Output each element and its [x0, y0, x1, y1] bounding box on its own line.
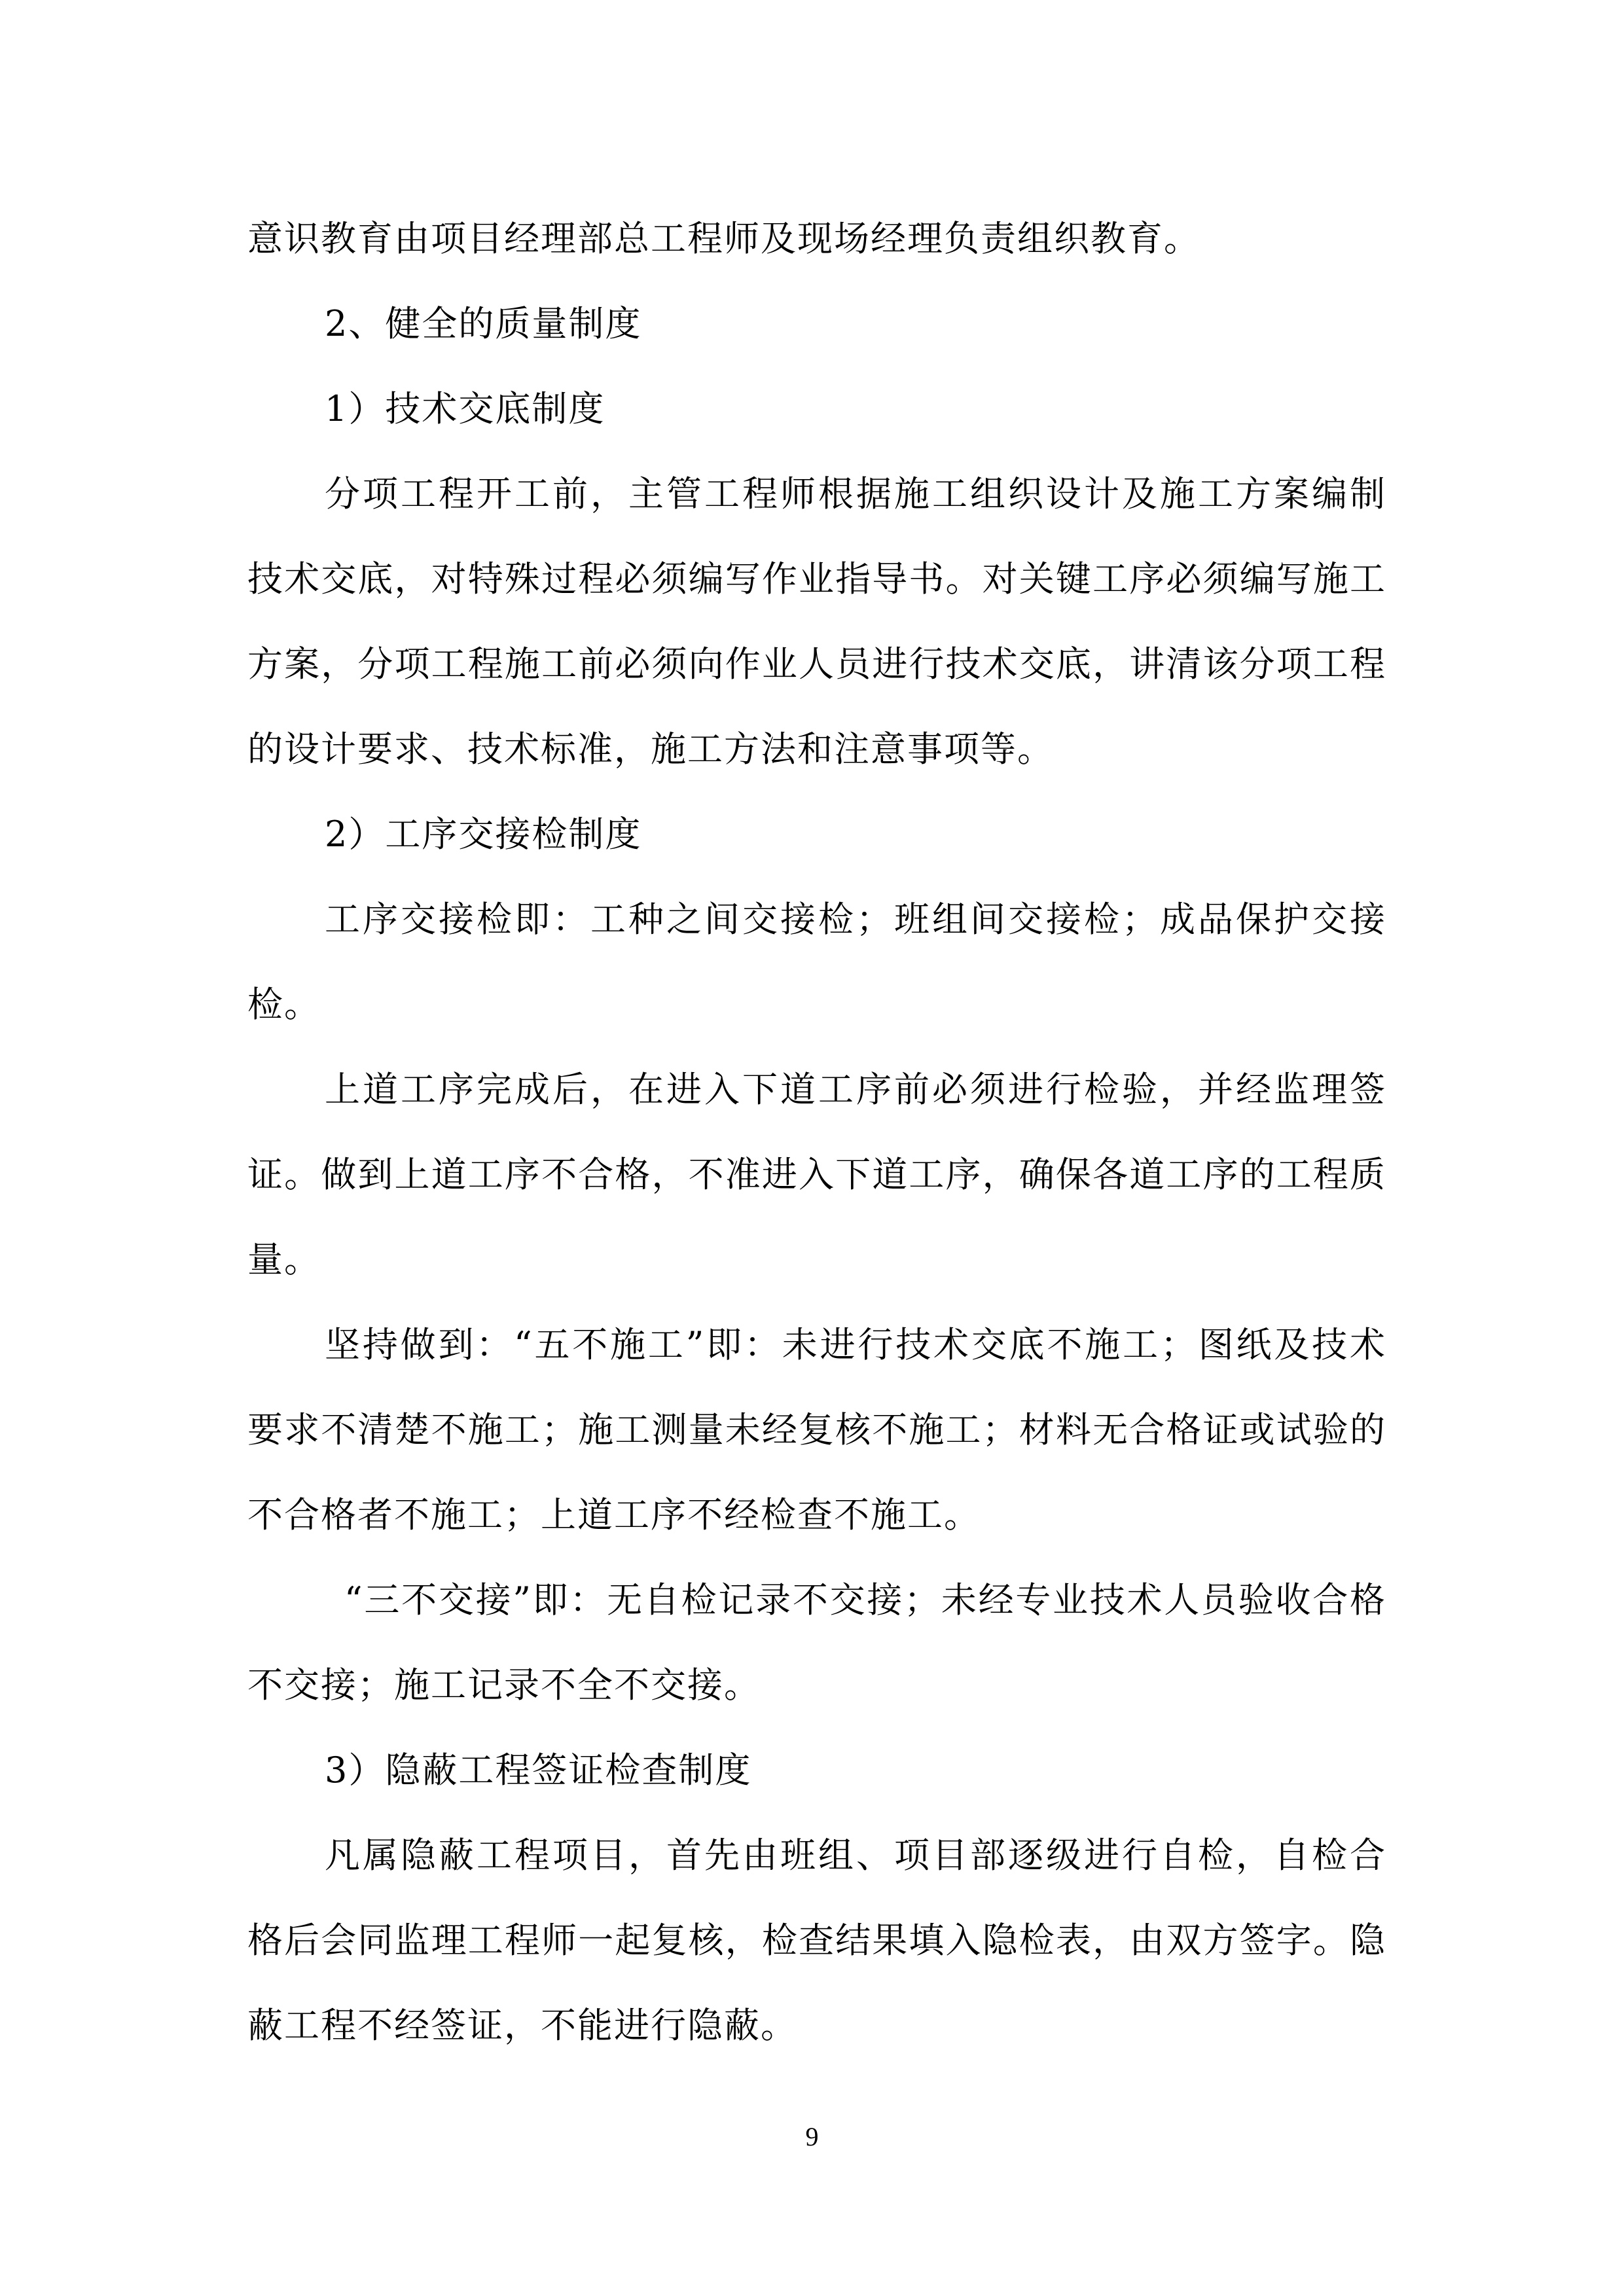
section-heading-quality-system: 2、健全的质量制度: [325, 303, 642, 344]
paragraph-concealed-work: 凡属隐蔽工程项目，首先由班组、项目部逐级进行自检，自检合格后会同监理工程师一起复核，检查结果填入隐检表，由双方签字。隐蔽工程不经签证，不能进行隐蔽。: [247, 1835, 1386, 2046]
paragraph-inspection-before-next: 上道工序完成后，在进入下道工序前必须进行检验，并经监理签证。做到上道工序不合格，不准进入下道工序，确保各道工序的工程质量。: [247, 1069, 1386, 1280]
paragraph-five-no-construction: 坚持做到：“五不施工”即：未进行技术交底不施工；图纸及技术要求不清楚不施工；施工测量未经复核不施工；材料无合格证或试验的不合格者不施工；上道工序不经检查不施工。: [247, 1324, 1386, 1535]
subheading-technical-briefing: 1）技术交底制度: [325, 388, 605, 429]
page-number: 9: [805, 2122, 819, 2151]
paragraph-handover-types: 工序交接检即：工种之间交接检；班组间交接检；成品保护交接检。: [247, 899, 1386, 1025]
paragraph-three-no-handover: “三不交接”即：无自检记录不交接；未经专业技术人员验收合格不交接；施工记录不全不交接。: [247, 1579, 1386, 1706]
subheading-concealed-work: 3）隐蔽工程签证检查制度: [325, 1749, 752, 1791]
subheading-process-handover: 2）工序交接检制度: [325, 814, 642, 855]
paragraph-technical-briefing: 分项工程开工前，主管工程师根据施工组织设计及施工方案编制技术交底，对特殊过程必须编写作业指导书。对关键工序必须编写施工方案，分项工程施工前必须向作业人员进行技术交底，讲清该分项工程的设计要求、技术标准，施工方法和注意事项等。: [247, 473, 1386, 770]
body-text: [247, 196, 1386, 2068]
paragraph-continuation: 意识教育由项目经理部总工程师及现场经理负责组织教育。: [247, 218, 1200, 259]
